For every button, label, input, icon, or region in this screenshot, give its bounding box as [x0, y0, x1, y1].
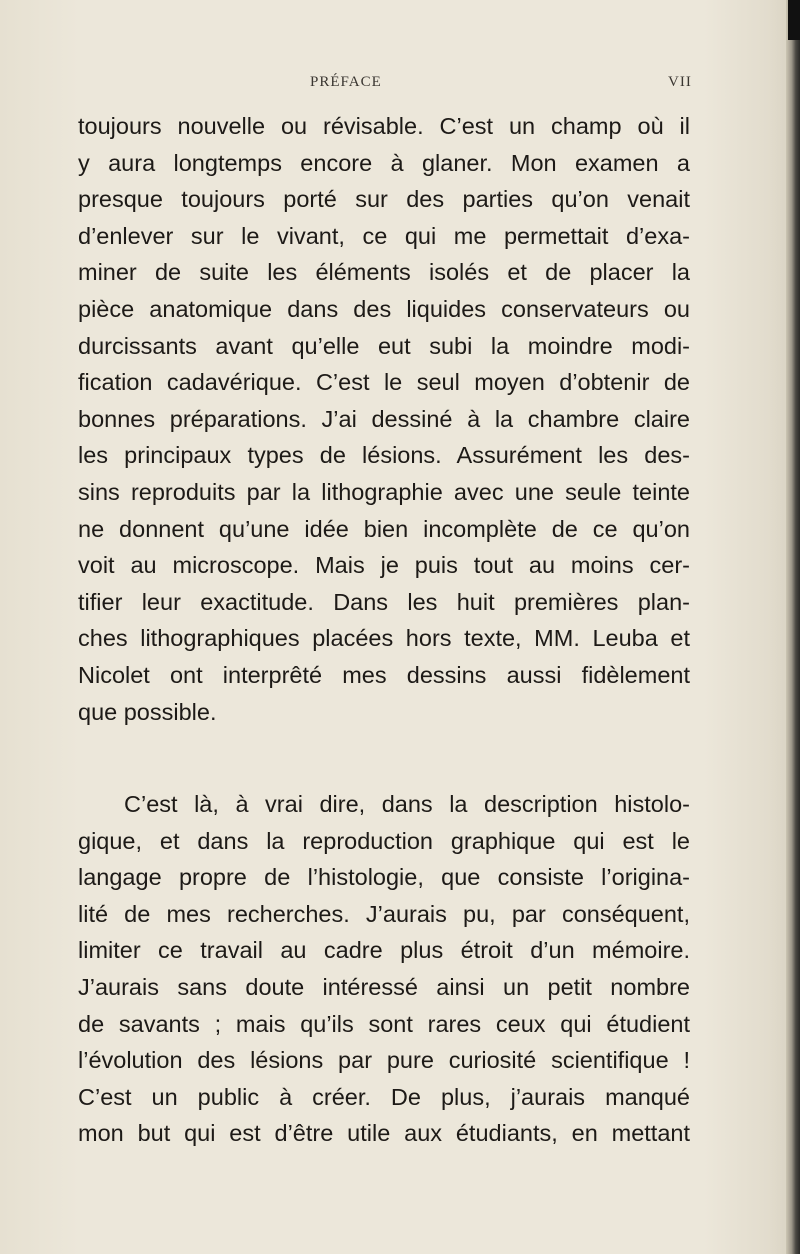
- text-line: voit au microscope. Mais je puis tout au moins cer-: [78, 552, 690, 579]
- text-line: bonnes préparations. J’ai dessiné à la chambre claire: [78, 405, 690, 432]
- text-line: langage propre de l’histologie, que consiste l’origina-: [78, 864, 690, 891]
- text-line: l’évolution des lésions par pure curiosité scientifique !: [78, 1047, 690, 1074]
- body-text: [78, 108, 690, 1152]
- running-title: PRÉFACE: [310, 74, 382, 90]
- text-line: lité de mes recherches. J’aurais pu, par conséquent,: [78, 900, 690, 927]
- text-line: de savants ; mais qu’ils sont rares ceux qui étudient: [78, 1010, 690, 1037]
- text-line: gique, et dans la reproduction graphique qui est le: [78, 827, 690, 854]
- text-line: toujours nouvelle ou révisable. C’est un champ où il: [78, 113, 690, 139]
- page-edge-corner: [788, 0, 800, 40]
- paragraph-spacer: [78, 730, 690, 786]
- text-line: Nicolet ont interprêté mes dessins aussi fidèlement: [78, 661, 690, 688]
- text-line: ches lithographiques placées hors texte, MM. Leuba et: [78, 625, 690, 652]
- paragraph-1: [78, 108, 690, 730]
- text-line: sins reproduits par la lithographie avec une seule teinte: [78, 478, 690, 505]
- text-line: C’est là, à vrai dire, dans la description histolo-: [124, 791, 690, 818]
- text-line: les principaux types de lésions. Assurément les des-: [78, 442, 690, 469]
- text-line: d’enlever sur le vivant, ce qui me permettait d’exa-: [78, 222, 690, 249]
- running-head: [0, 70, 800, 94]
- page-edge-shadow: [786, 0, 800, 1254]
- text-line: limiter ce travail au cadre plus étroit d’un mémoire.: [78, 937, 690, 964]
- paragraph-2: [78, 786, 690, 1152]
- text-line: fication cadavérique. C’est le seul moyen d’obtenir de: [78, 369, 690, 396]
- text-line: miner de suite les éléments isolés et de placer la: [78, 259, 690, 286]
- text-line: mon but qui est d’être utile aux étudiants, en mettant: [78, 1120, 690, 1147]
- text-line: y aura longtemps encore à glaner. Mon examen a: [78, 149, 690, 176]
- text-line: J’aurais sans doute intéressé ainsi un petit nombre: [78, 974, 690, 1001]
- text-line: ne donnent qu’une idée bien incomplète de ce qu’on: [78, 515, 690, 542]
- text-line: que possible.: [78, 698, 217, 725]
- page-number: VII: [668, 74, 692, 90]
- text-line: pièce anatomique dans des liquides conservateurs ou: [78, 295, 690, 322]
- text-line: presque toujours porté sur des parties qu’on venait: [78, 186, 690, 213]
- text-line: C’est un public à créer. De plus, j’aurais manqué: [78, 1083, 690, 1110]
- text-line: tifier leur exactitude. Dans les huit premières plan-: [78, 588, 690, 615]
- text-line: durcissants avant qu’elle eut subi la moindre modi-: [78, 332, 690, 359]
